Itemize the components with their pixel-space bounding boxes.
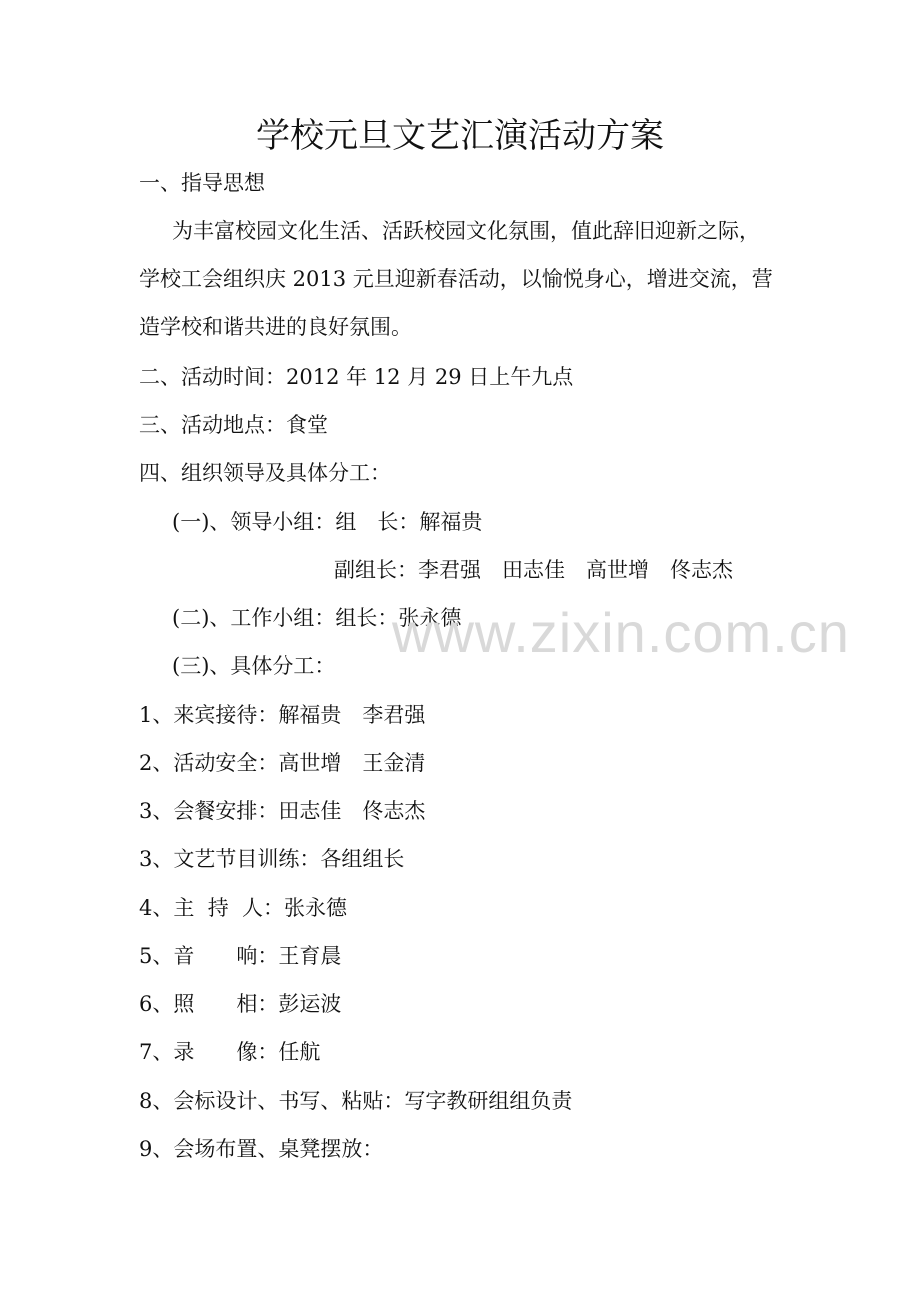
leader-group-line: (一)、领导小组：组 长：解福贵	[172, 510, 483, 534]
paragraph-line-3: 造学校和谐共进的良好氛围。	[139, 315, 412, 339]
vice-leaders-line: 副组长：李君强 田志佳 高世增 佟志杰	[334, 558, 733, 582]
duty-item: 3、文艺节目训练：各组组长	[139, 847, 405, 871]
duty-item: 2、活动安全：高世增 王金清	[139, 751, 426, 775]
duty-item: 5、音 响：王育晨	[139, 944, 342, 968]
section-1-heading: 一、指导思想	[139, 171, 265, 195]
watermark-text: www.zixin.com.cn	[392, 601, 850, 664]
duty-item: 7、录 像：任航	[139, 1040, 321, 1064]
duty-item: 4、主 持 人：张永德	[139, 896, 348, 920]
duty-item: 8、会标设计、书写、粘贴：写字教研组组负责	[139, 1089, 573, 1113]
work-group-line: (二)、工作小组：组长：张永德	[172, 606, 462, 630]
paragraph-line-1: 为丰富校园文化生活、活跃校园文化氛围，值此辞旧迎新之际，	[172, 219, 760, 243]
paragraph-line-2: 学校工会组织庆 2013 元旦迎新春活动，以愉悦身心，增进交流，营	[139, 267, 773, 291]
section-3-location: 三、活动地点：食堂	[139, 413, 328, 437]
division-heading: (三)、具体分工：	[172, 654, 336, 678]
section-2-time: 二、活动时间：2012 年 12 月 29 日上午九点	[139, 365, 574, 389]
section-4-heading: 四、组织领导及具体分工：	[139, 461, 391, 485]
document-title: 学校元旦文艺汇演活动方案	[256, 116, 664, 156]
duty-item: 1、来宾接待：解福贵 李君强	[139, 703, 426, 727]
duty-item: 9、会场布置、桌凳摆放：	[139, 1137, 384, 1161]
duty-item: 3、会餐安排：田志佳 佟志杰	[139, 799, 426, 823]
duty-item: 6、照 相：彭运波	[139, 992, 342, 1016]
